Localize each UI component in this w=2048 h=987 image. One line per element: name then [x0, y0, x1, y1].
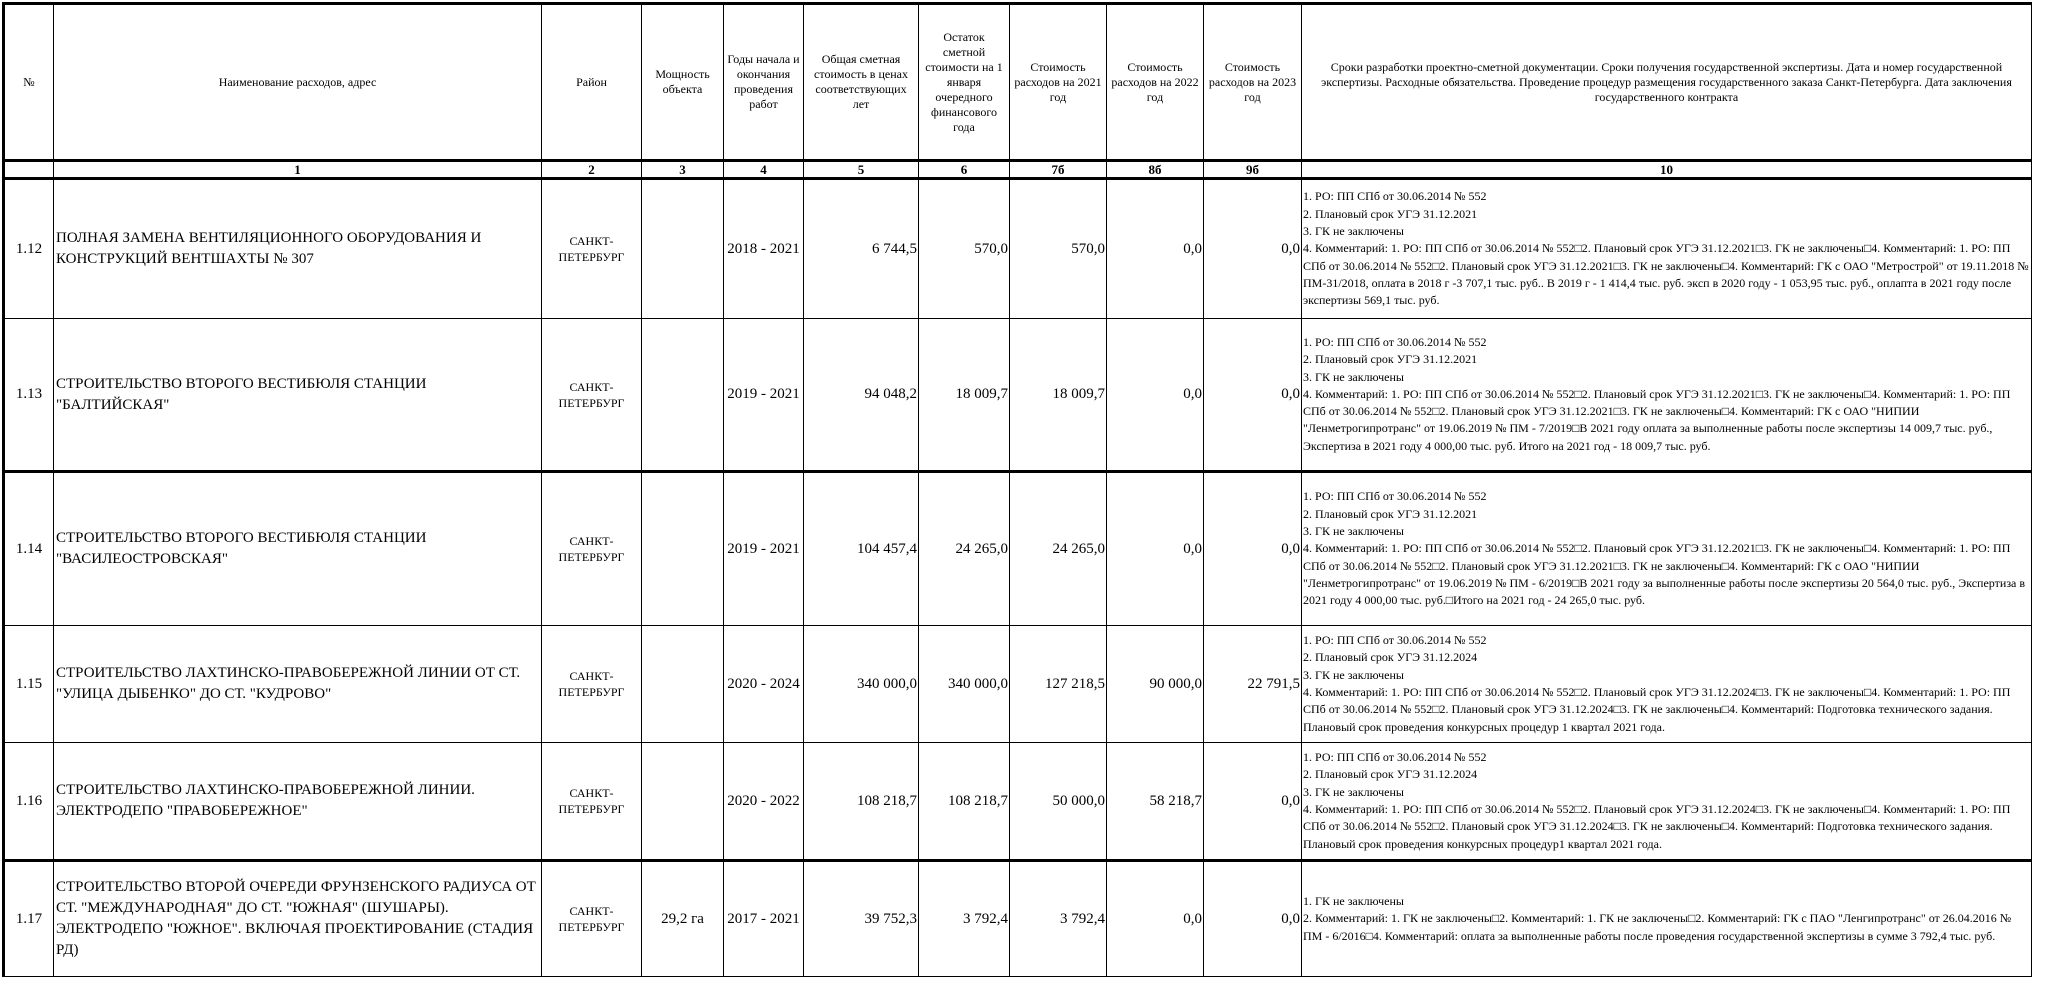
cost-2022: 0,0	[1107, 179, 1204, 319]
cost-2023: 0,0	[1204, 743, 1302, 861]
header-total-cost: Общая сметная стоимость в ценах соответствующих лет	[804, 4, 919, 161]
table-row	[4, 743, 2032, 861]
cost-2021: 24 265,0	[1010, 472, 1107, 626]
expense-name: СТРОИТЕЛЬСТВО ВТОРОГО ВЕСТИБЮЛЯ СТАНЦИИ "БАЛТИЙСКАЯ"	[54, 319, 542, 472]
cost-2021: 50 000,0	[1010, 743, 1107, 861]
expense-name: СТРОИТЕЛЬСТВО ВТОРОГО ВЕСТИБЮЛЯ СТАНЦИИ "ВАСИЛЕОСТРОВСКАЯ"	[54, 472, 542, 626]
total-cost: 39 752,3	[804, 861, 919, 977]
row-number: 1.16	[4, 743, 54, 861]
expenditure-table	[2, 2, 2032, 977]
row-number: 1.13	[4, 319, 54, 472]
capacity	[642, 472, 724, 626]
capacity	[642, 179, 724, 319]
remaining-cost: 3 792,4	[919, 861, 1010, 977]
column-number: 10	[1302, 161, 2032, 179]
cost-2023: 0,0	[1204, 472, 1302, 626]
table-row	[4, 472, 2032, 626]
table-row	[4, 319, 2032, 472]
column-number-row	[4, 161, 2032, 179]
district: САНКТ-ПЕТЕРБУРГ	[542, 472, 642, 626]
notes: 1. РО: ПП СПб от 30.06.2014 № 552 2. Плановый срок УГЭ 31.12.2021 3. ГК не заключены 4. Комментарий: 1. РО: ПП СПб от 30.06.2014 № 552□2. Плановый срок УГЭ 31.12.2021□3. ГК не заключены□4. Комментарий: 1. РО: ПП СПб от 30.06.2014 № 552□2. Плановый срок УГЭ 31.12.2021□3. ГК не заключены□4. Комментарий: ГК с ОАО "НИПИИ "Ленметрогипротранс" от 19.06.2019 № ПМ - 7/2019□В 2021 году оплата за выполненные работы после экспертизы 14 009,7 тыс. руб., Экспертиза в 2021 году 4 000,00 тыс. руб. Итого на 2021 год - 18 009,7 тыс. руб.	[1302, 319, 2032, 472]
notes: 1. ГК не заключены 2. Комментарий: 1. ГК не заключены□2. Комментарий: 1. ГК не заключены□2. Комментарий: ГК с ПАО "Ленгипротранс" от 26.04.2016 № ПМ - 6/2016□4. Комментарий: оплата за выполненные работы после проведения государственной экспертизы в сумме 3 792,4 тыс. руб.	[1302, 861, 2032, 977]
remaining-cost: 570,0	[919, 179, 1010, 319]
header-capacity: Мощность объекта	[642, 4, 724, 161]
years: 2020 - 2022	[724, 743, 804, 861]
years: 2020 - 2024	[724, 626, 804, 743]
column-number: 8б	[1107, 161, 1204, 179]
header-cost-2021: Стоимость расходов на 2021 год	[1010, 4, 1107, 161]
cost-2023: 0,0	[1204, 179, 1302, 319]
table-row	[4, 861, 2032, 977]
cost-2021: 127 218,5	[1010, 626, 1107, 743]
column-number	[4, 161, 54, 179]
row-number: 1.15	[4, 626, 54, 743]
notes: 1. РО: ПП СПб от 30.06.2014 № 552 2. Плановый срок УГЭ 31.12.2024 3. ГК не заключены 4. Комментарий: 1. РО: ПП СПб от 30.06.2014 № 552□2. Плановый срок УГЭ 31.12.2024□3. ГК не заключены□4. Комментарий: 1. РО: ПП СПб от 30.06.2014 № 552□2. Плановый срок УГЭ 31.12.2024□3. ГК не заключены□4. Комментарий: Подготовка технического задания. Плановый срок проведения конкурсных процедур 1 квартал 2021 года.	[1302, 626, 2032, 743]
notes: 1. РО: ПП СПб от 30.06.2014 № 552 2. Плановый срок УГЭ 31.12.2021 3. ГК не заключены 4. Комментарий: 1. РО: ПП СПб от 30.06.2014 № 552□2. Плановый срок УГЭ 31.12.2021□3. ГК не заключены□4. Комментарий: 1. РО: ПП СПб от 30.06.2014 № 552□2. Плановый срок УГЭ 31.12.2021□3. ГК не заключены□4. Комментарий: ГК с ОАО "НИПИИ "Ленметрогипротранс" от 19.06.2019 № ПМ - 6/2019□В 2021 году за выполненные работы после экспертизы 20 564,0 тыс. руб., Экспертиза в 2021 году 4 000,00 тыс. руб.□Итого на 2021 год - 24 265,0 тыс. руб.	[1302, 472, 2032, 626]
total-cost: 104 457,4	[804, 472, 919, 626]
header-district: Район	[542, 4, 642, 161]
header-name: Наименование расходов, адрес	[54, 4, 542, 161]
remaining-cost: 24 265,0	[919, 472, 1010, 626]
header-remaining-cost: Остаток сметной стоимости на 1 января очередного финансового года	[919, 4, 1010, 161]
total-cost: 6 744,5	[804, 179, 919, 319]
expense-name: СТРОИТЕЛЬСТВО ЛАХТИНСКО-ПРАВОБЕРЕЖНОЙ ЛИНИИ ОТ СТ. "УЛИЦА ДЫБЕНКО" ДО СТ. "КУДРОВО"	[54, 626, 542, 743]
expense-name: СТРОИТЕЛЬСТВО ЛАХТИНСКО-ПРАВОБЕРЕЖНОЙ ЛИНИИ. ЭЛЕКТРОДЕПО "ПРАВОБЕРЕЖНОЕ"	[54, 743, 542, 861]
header-notes: Сроки разработки проектно-сметной документации. Сроки получения государственной экспертизы. Дата и номер государственной экспертизы. Расходные обязательства. Проведение процедур размещения государственного заказа Санкт-Петербурга. Дата заключения государственного контракта	[1302, 4, 2032, 161]
column-number: 5	[804, 161, 919, 179]
capacity	[642, 626, 724, 743]
cost-2022: 0,0	[1107, 472, 1204, 626]
total-cost: 108 218,7	[804, 743, 919, 861]
column-number: 2	[542, 161, 642, 179]
cost-2022: 0,0	[1107, 861, 1204, 977]
header-row	[4, 4, 2032, 161]
years: 2019 - 2021	[724, 319, 804, 472]
district: САНКТ-ПЕТЕРБУРГ	[542, 626, 642, 743]
district: САНКТ-ПЕТЕРБУРГ	[542, 179, 642, 319]
header-years: Годы начала и окончания проведения работ	[724, 4, 804, 161]
years: 2017 - 2021	[724, 861, 804, 977]
years: 2019 - 2021	[724, 472, 804, 626]
column-number: 6	[919, 161, 1010, 179]
cost-2021: 3 792,4	[1010, 861, 1107, 977]
column-number: 3	[642, 161, 724, 179]
total-cost: 340 000,0	[804, 626, 919, 743]
column-number: 9б	[1204, 161, 1302, 179]
header-cost-2022: Стоимость расходов на 2022 год	[1107, 4, 1204, 161]
district: САНКТ-ПЕТЕРБУРГ	[542, 861, 642, 977]
row-number: 1.14	[4, 472, 54, 626]
remaining-cost: 340 000,0	[919, 626, 1010, 743]
remaining-cost: 108 218,7	[919, 743, 1010, 861]
table-row	[4, 179, 2032, 319]
capacity	[642, 319, 724, 472]
total-cost: 94 048,2	[804, 319, 919, 472]
capacity: 29,2 га	[642, 861, 724, 977]
expense-name: ПОЛНАЯ ЗАМЕНА ВЕНТИЛЯЦИОННОГО ОБОРУДОВАНИЯ И КОНСТРУКЦИЙ ВЕНТШАХТЫ № 307	[54, 179, 542, 319]
cost-2023: 0,0	[1204, 319, 1302, 472]
column-number: 1	[54, 161, 542, 179]
notes: 1. РО: ПП СПб от 30.06.2014 № 552 2. Плановый срок УГЭ 31.12.2021 3. ГК не заключены 4. Комментарий: 1. РО: ПП СПб от 30.06.2014 № 552□2. Плановый срок УГЭ 31.12.2021□3. ГК не заключены□4. Комментарий: 1. РО: ПП СПб от 30.06.2014 № 552□2. Плановый срок УГЭ 31.12.2021□3. ГК не заключены□4. Комментарий: ГК с ОАО "Метрострой" от 19.11.2018 № ПМ-31/2018, оплата в 2018 г -3 707,1 тыс. руб.. В 2019 г - 1 414,4 тыс. руб. эксп в 2020 году - 1 053,95 тыс. руб., оплапта в 2021 году после экспертизы 569,1 тыс. руб.	[1302, 179, 2032, 319]
column-number: 7б	[1010, 161, 1107, 179]
district: САНКТ-ПЕТЕРБУРГ	[542, 319, 642, 472]
row-number: 1.17	[4, 861, 54, 977]
notes: 1. РО: ПП СПб от 30.06.2014 № 552 2. Плановый срок УГЭ 31.12.2024 3. ГК не заключены 4. Комментарий: 1. РО: ПП СПб от 30.06.2014 № 552□2. Плановый срок УГЭ 31.12.2024□3. ГК не заключены□4. Комментарий: 1. РО: ПП СПб от 30.06.2014 № 552□2. Плановый срок УГЭ 31.12.2024□3. ГК не заключены□4. Комментарий: Подготовка технического задания. Плановый срок проведения конкурсных процедур1 квартал 2021 года.	[1302, 743, 2032, 861]
cost-2022: 58 218,7	[1107, 743, 1204, 861]
cost-2021: 570,0	[1010, 179, 1107, 319]
remaining-cost: 18 009,7	[919, 319, 1010, 472]
row-number: 1.12	[4, 179, 54, 319]
capacity	[642, 743, 724, 861]
column-number: 4	[724, 161, 804, 179]
cost-2023: 22 791,5	[1204, 626, 1302, 743]
expense-name: СТРОИТЕЛЬСТВО ВТОРОЙ ОЧЕРЕДИ ФРУНЗЕНСКОГО РАДИУСА ОТ СТ. "МЕЖДУНАРОДНАЯ" ДО СТ. "ЮЖНАЯ" (ШУШАРЫ). ЭЛЕКТРОДЕПО "ЮЖНОЕ". ВКЛЮЧАЯ ПРОЕКТИРОВАНИЕ (СТАДИЯ РД)	[54, 861, 542, 977]
years: 2018 - 2021	[724, 179, 804, 319]
header-no: №	[4, 4, 54, 161]
header-cost-2023: Стоимость расходов на 2023 год	[1204, 4, 1302, 161]
cost-2021: 18 009,7	[1010, 319, 1107, 472]
cost-2023: 0,0	[1204, 861, 1302, 977]
district: САНКТ-ПЕТЕРБУРГ	[542, 743, 642, 861]
cost-2022: 0,0	[1107, 319, 1204, 472]
table-row	[4, 626, 2032, 743]
cost-2022: 90 000,0	[1107, 626, 1204, 743]
